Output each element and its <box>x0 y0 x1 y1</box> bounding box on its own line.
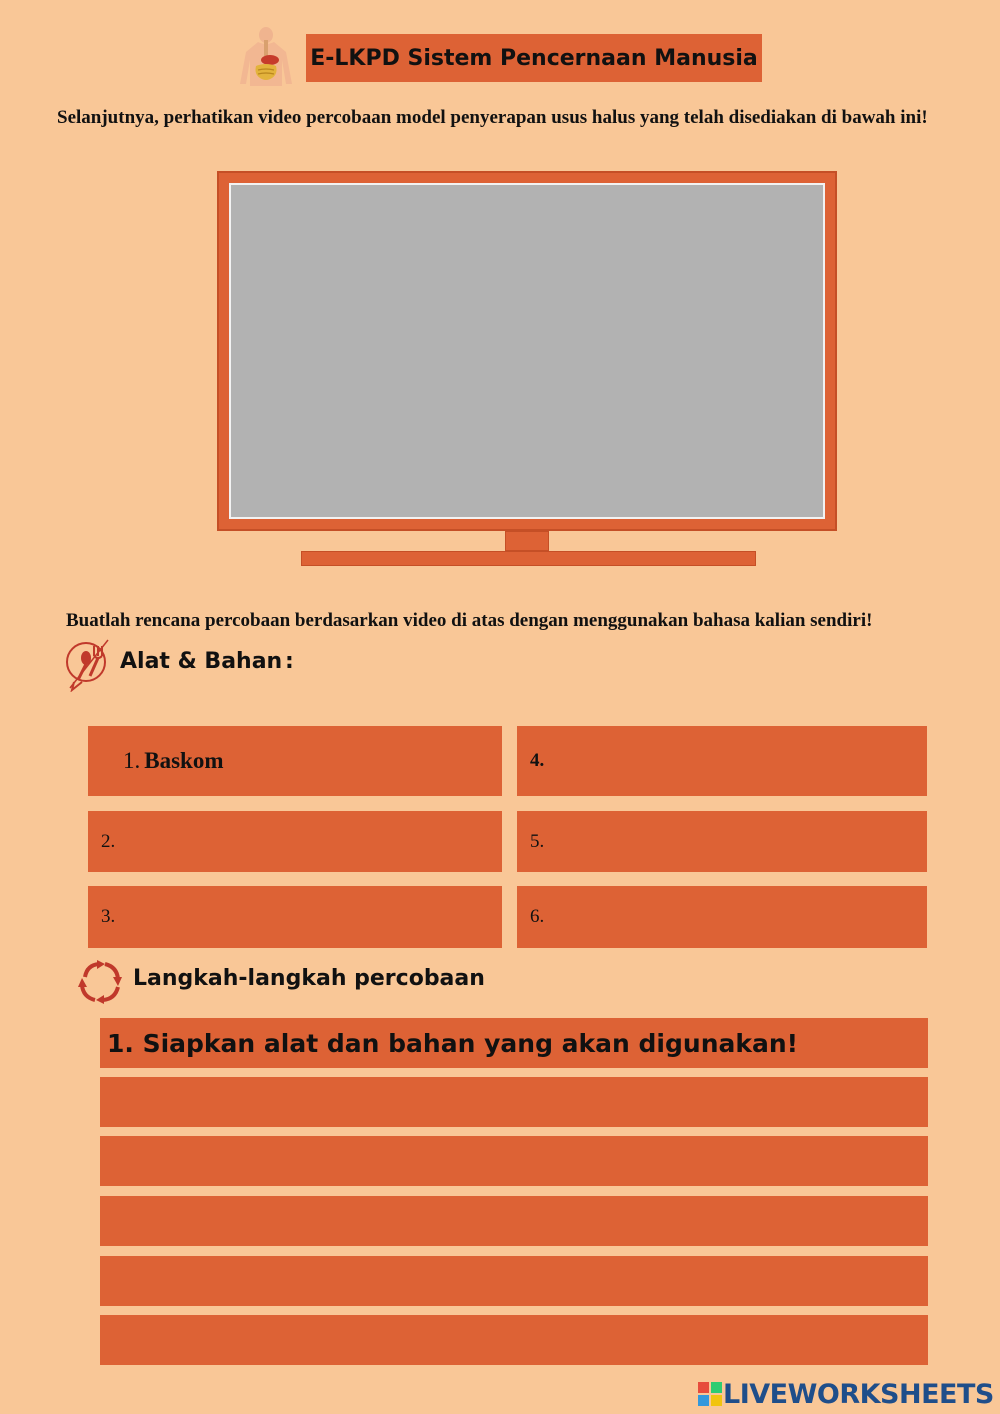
material-item-number: 2. <box>101 830 116 852</box>
material-item-5[interactable] <box>517 811 927 872</box>
step-row[interactable] <box>100 1315 928 1365</box>
logo-text: LIVEWORKSHEETS <box>723 1378 994 1410</box>
intro-text: Selanjutnya, perhatikan video percobaan model penyerapan usus halus yang telah disediakan di bawah ini! <box>57 107 928 128</box>
material-item-4[interactable] <box>517 726 927 796</box>
material-item-number: 1. <box>123 748 141 773</box>
video-frame[interactable] <box>217 171 837 531</box>
tv-stand-neck <box>505 531 549 551</box>
material-item-3[interactable] <box>88 886 502 948</box>
material-item-number: 3. <box>101 906 116 927</box>
materials-title: Alat & Bahan <box>120 649 283 674</box>
material-item-1[interactable] <box>88 726 502 796</box>
cycle-arrows-icon <box>77 959 125 1007</box>
step-row[interactable] <box>100 1136 928 1186</box>
page-title: E-LKPD Sistem Pencernaan Manusia <box>306 34 762 82</box>
material-item-value[interactable]: Baskom <box>144 748 224 773</box>
logo-blocks-icon <box>697 1381 723 1407</box>
tv-stand-base <box>301 551 756 566</box>
step-row[interactable] <box>100 1256 928 1306</box>
instruction-text: Buatlah rencana percobaan berdasarkan video di atas dengan menggunakan bahasa kalian sendiri! <box>66 610 873 631</box>
material-item-number: 6. <box>530 906 545 927</box>
utensils-icon <box>64 636 112 684</box>
steps-title: Langkah-langkah percobaan <box>133 966 485 991</box>
material-item-number: 4. <box>530 750 545 771</box>
step-row[interactable]: 1. Siapkan alat dan bahan yang akan digunakan! <box>100 1018 928 1068</box>
material-item-number: 5. <box>530 830 545 852</box>
liveworksheets-logo[interactable] <box>697 1378 997 1410</box>
video-screen[interactable] <box>229 183 825 519</box>
material-item-6[interactable] <box>517 886 927 948</box>
step-row[interactable] <box>100 1196 928 1246</box>
digestive-system-icon <box>236 26 296 88</box>
step-row[interactable] <box>100 1077 928 1127</box>
materials-colon: : <box>285 649 294 674</box>
material-item-2[interactable] <box>88 811 502 872</box>
